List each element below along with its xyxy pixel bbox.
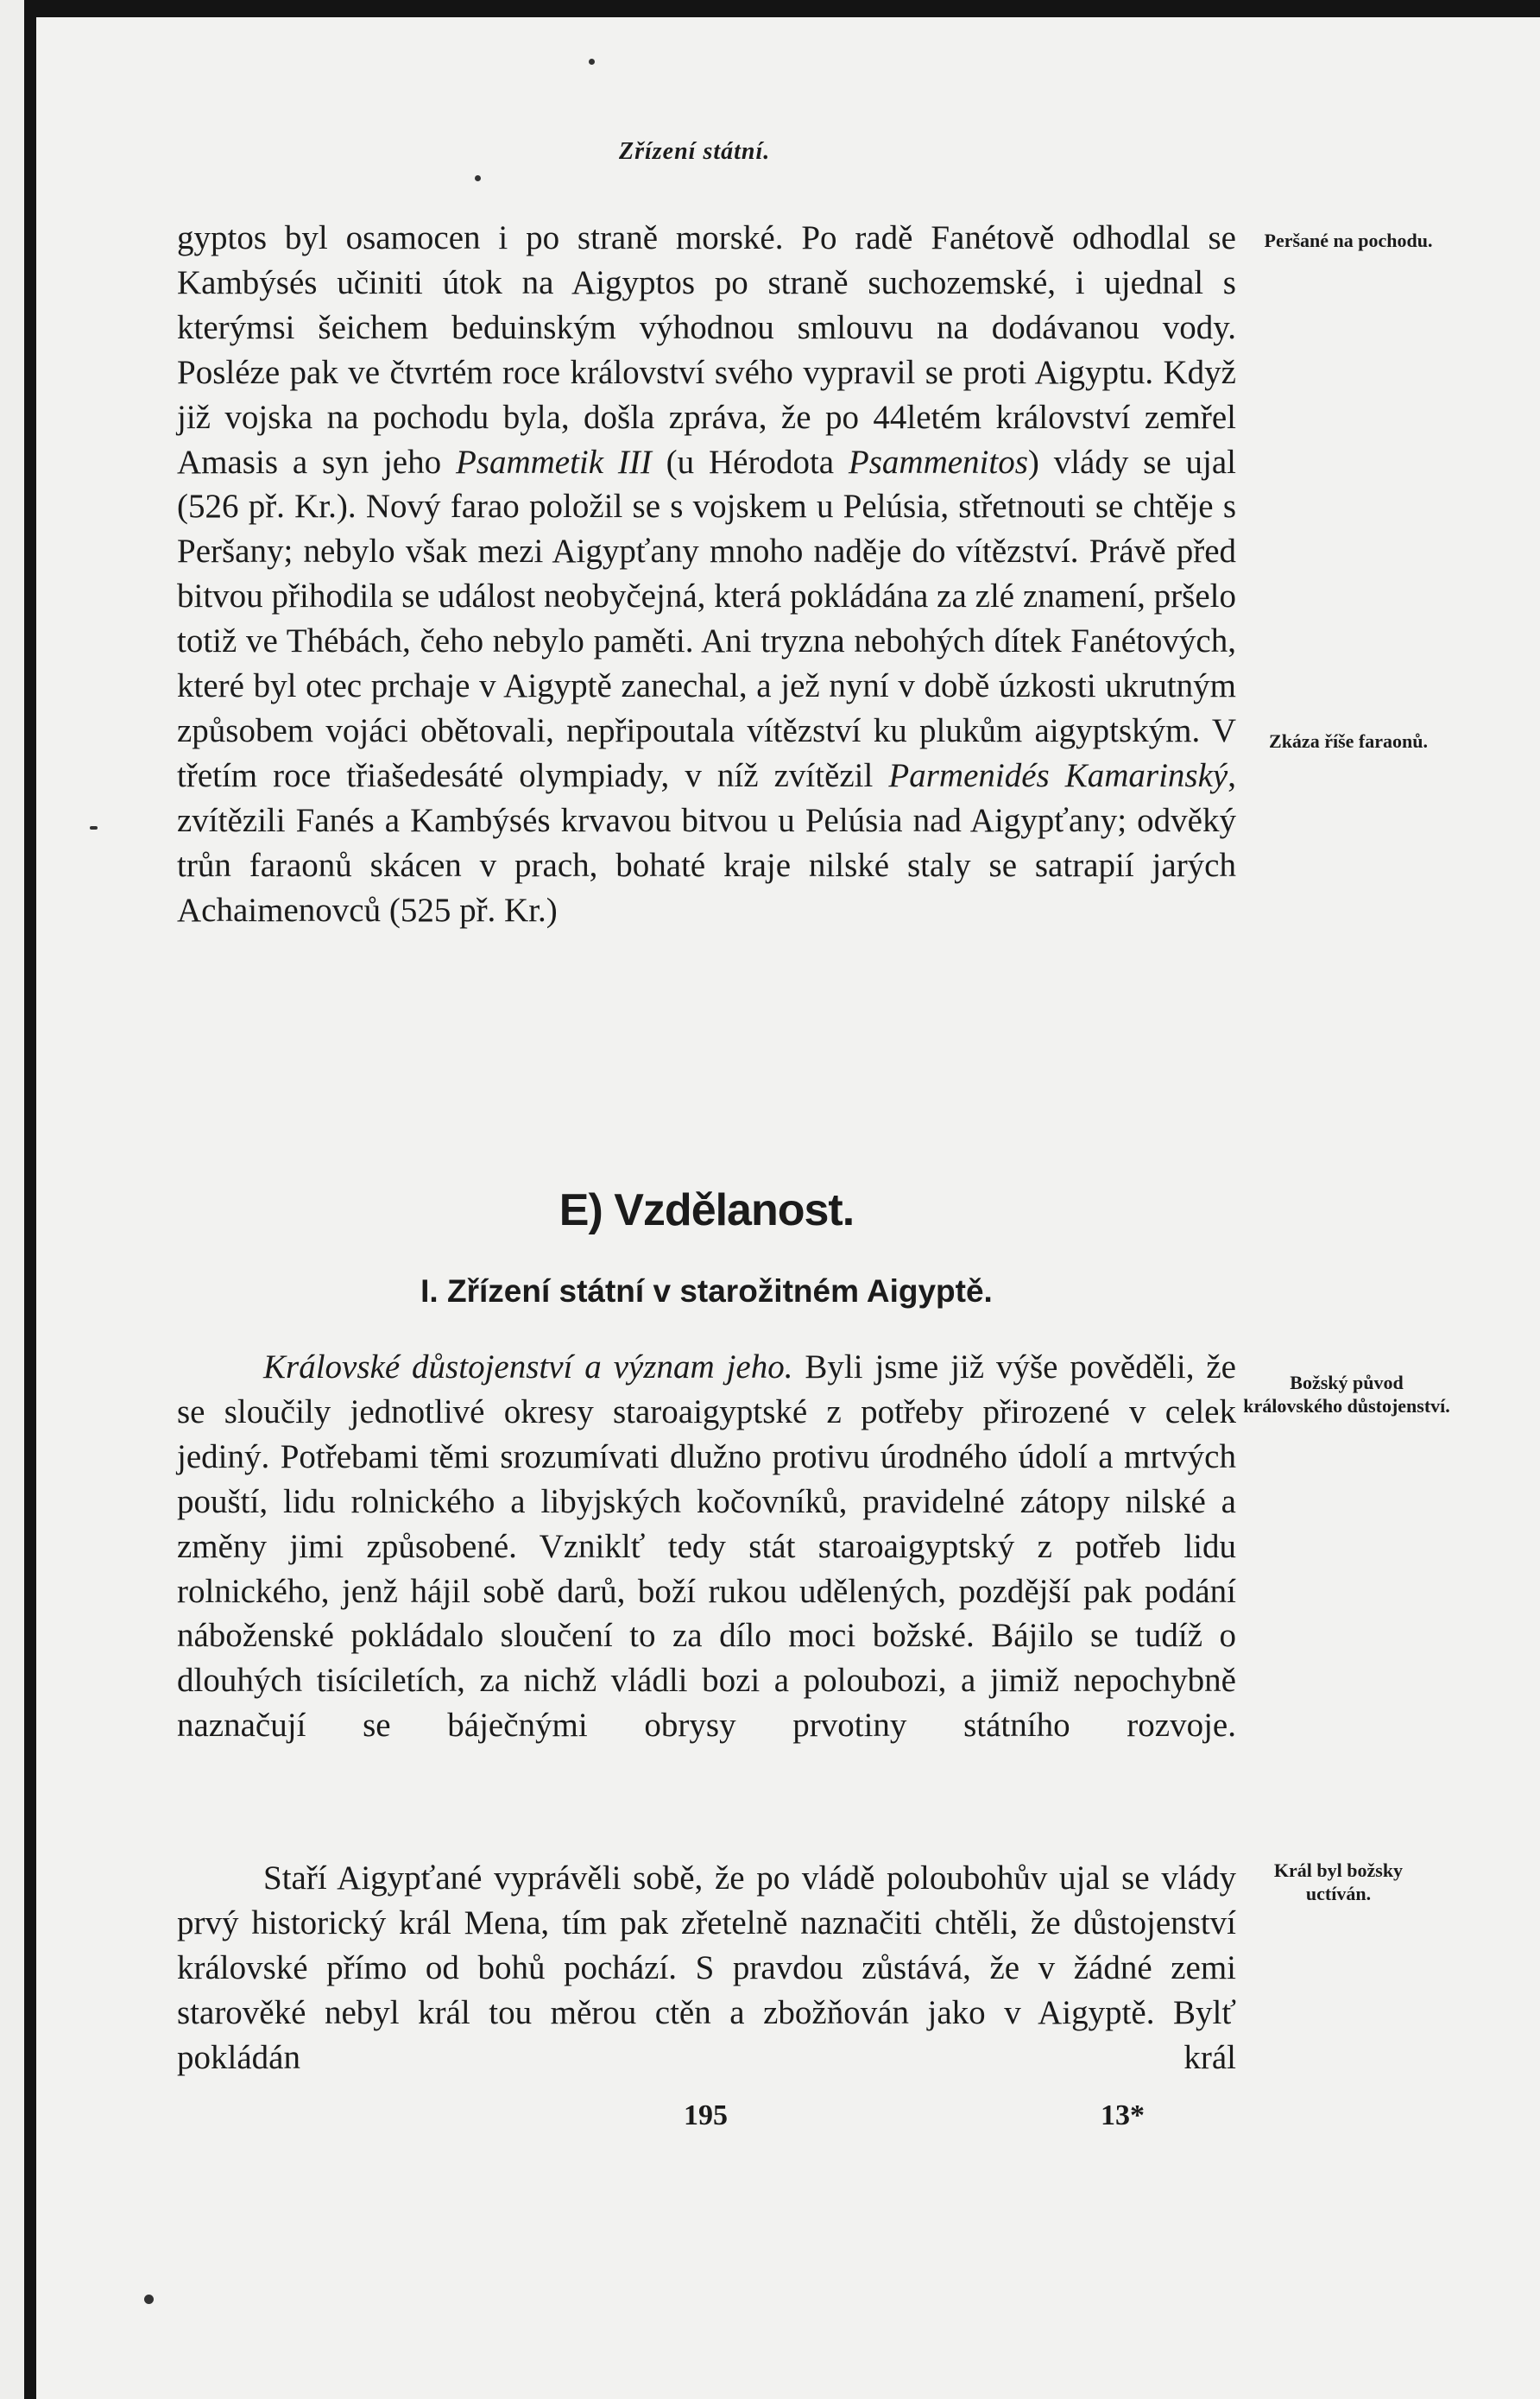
book-page — [36, 17, 1540, 2399]
print-speck — [475, 175, 481, 181]
section-title: E) Vzdělanost. — [559, 1185, 855, 1235]
paragraph-text: ) vlády se ujal (526 př. Kr.). Nový farao položil se s vojskem u Pelúsia, střetnouti se chtěje s Peršany; nebylo však mezi Aigypťany mnoho naděje do vítězství. Právě před bitvou přihodila se událost neobyčejná, která pokládána za zlé znamení, pršelo totiž ve Thébách, čeho nebylo paměti. Ani tryzna nebohých dítek Fanétových, které byl otec prchaje v Aigyptě zanechal, a jež nyní v době úzkosti ukrutným způsobem vojáci obětovali, nepřipoutala vítězství ku plukům aigyptským. V třetím roce třiašedesáté olympiady, v níž zvítězil — [177, 443, 1236, 794]
print-speck — [90, 826, 98, 830]
paragraph-king-mena: Staří Aigypťané vyprávěli sobě, že po vládě poloubohův ujal se vlády prvý historický král Mena, tím pak zřetelně naznačiti chtěli, že důstojenství královské přímo od bohů pochází. S pravdou zůstává, že v žádné zemi starověké nebyl král tou měrou ctěn a zbožňován jako v Aigyptě. Bylť pokládán král — [177, 1859, 1236, 2076]
running-header: Zřízení státní. — [619, 138, 771, 165]
paragraph-text: gyptos byl osamocen i po straně morské. Po radě Fanétově odhodlal se Kambýsés učiniti útok na Aigyptos po straně suchozemské, i ujednal s kterýmsi šeichem beduinským výhodnou smlouvu na dodávanou vody. Posléze pak ve čtvrtém roce království svého vypravil se proti Aigyptu. Když již vojska na pochodu byla, došla zpráva, že po 44letém království zemřel Amasis a syn jeho — [177, 219, 1236, 481]
paragraph-text: (u Hérodota — [651, 443, 849, 481]
italic-name: Psammetik III — [455, 443, 652, 481]
print-speck — [589, 59, 595, 65]
paragraph-lead: Královské důstojenství a význam jeho. — [263, 1348, 793, 1386]
margin-note-persians-marching: Peršané na pochodu. — [1264, 230, 1433, 251]
adjacent-page-edge — [0, 0, 24, 2399]
italic-name: Parmenidés Kamarinský — [888, 756, 1228, 794]
paragraph-text: , zvítězili Fanés a Kambýsés krvavou bitvou u Pelúsia nad Aigypťany; odvěký trůn faraonů skácen v prach, bohaté kraje nilské staly se satrapií jarých Achaimenovců (525 př. Kr.) — [177, 756, 1236, 929]
signature-mark: 13* — [1101, 2099, 1145, 2131]
paragraph-text: Byli jsme již výše pověděli, že se sloučily jednotlivé okresy staroaigyptské z potřeby přirozené v celek jediný. Potřebami těmi srozumívati dlužno protivu úrodného údolí a mrtvých pouští, lidu rolnického a libyjských kočovníků, pravidelné zátopy nilské a změny jimi způsobené. Vzniklť tedy stát staroaigyptský z potřeb lidu rolnického, jenž hájil sobě darů, boží rukou udělených, pozdější pak podání náboženské pokládalo sloučení to za dílo moci božské. Bájilo se tudíž o dlouhých tisíciletích, za nichž vládli bozi a poloubozi, a jimiž nepochybně naznačují se báječnými obrysy prvotiny státního rozvoje. — [177, 1348, 1236, 1745]
margin-note-king-revered: Král byl božsky uctíván. — [1273, 1859, 1404, 1904]
page-number: 195 — [684, 2099, 728, 2131]
margin-note-divine-origin: Božský původ královského důstojenství. — [1243, 1372, 1450, 1417]
italic-name: Psammenitos — [848, 443, 1028, 481]
print-speck — [144, 2295, 154, 2304]
subsection-title: I. Zřízení státní v starožitném Aigyptě. — [420, 1273, 993, 1309]
margin-note-fall-of-pharaohs: Zkáza říše faraonů. — [1269, 730, 1428, 752]
paragraph-persian-conquest — [177, 216, 1236, 933]
paragraph-royal-dignity — [177, 1345, 1236, 1748]
